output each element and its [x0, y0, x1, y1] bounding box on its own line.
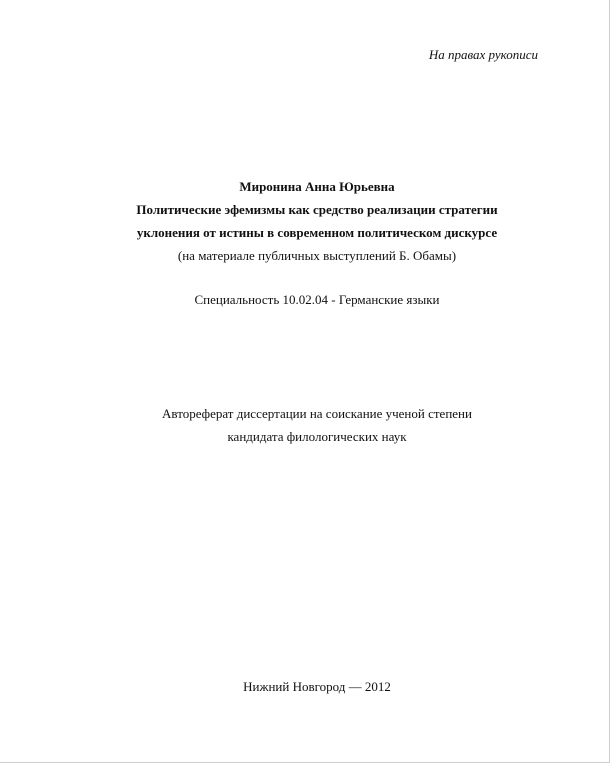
manuscript-note: На правах рукописи	[428, 47, 538, 62]
title-line-1: Политические эфемизмы как средство реализации стратегии	[136, 202, 498, 217]
abstract-line-1: Автореферат диссертации на соискание ученой степени	[162, 406, 472, 421]
specialty: Специальность 10.02.04 - Германские языки	[194, 292, 440, 307]
title-line-2: уклонения от истины в современном политическом дискурсе	[136, 225, 498, 240]
abstract-line-2: кандидата филологических наук	[227, 429, 407, 444]
subtitle: (на материале публичных выступлений Б. Обамы)	[177, 248, 457, 263]
city-year: Нижний Новгород — 2012	[243, 679, 391, 694]
author-name: Миронина Анна Юрьевна	[239, 179, 395, 194]
